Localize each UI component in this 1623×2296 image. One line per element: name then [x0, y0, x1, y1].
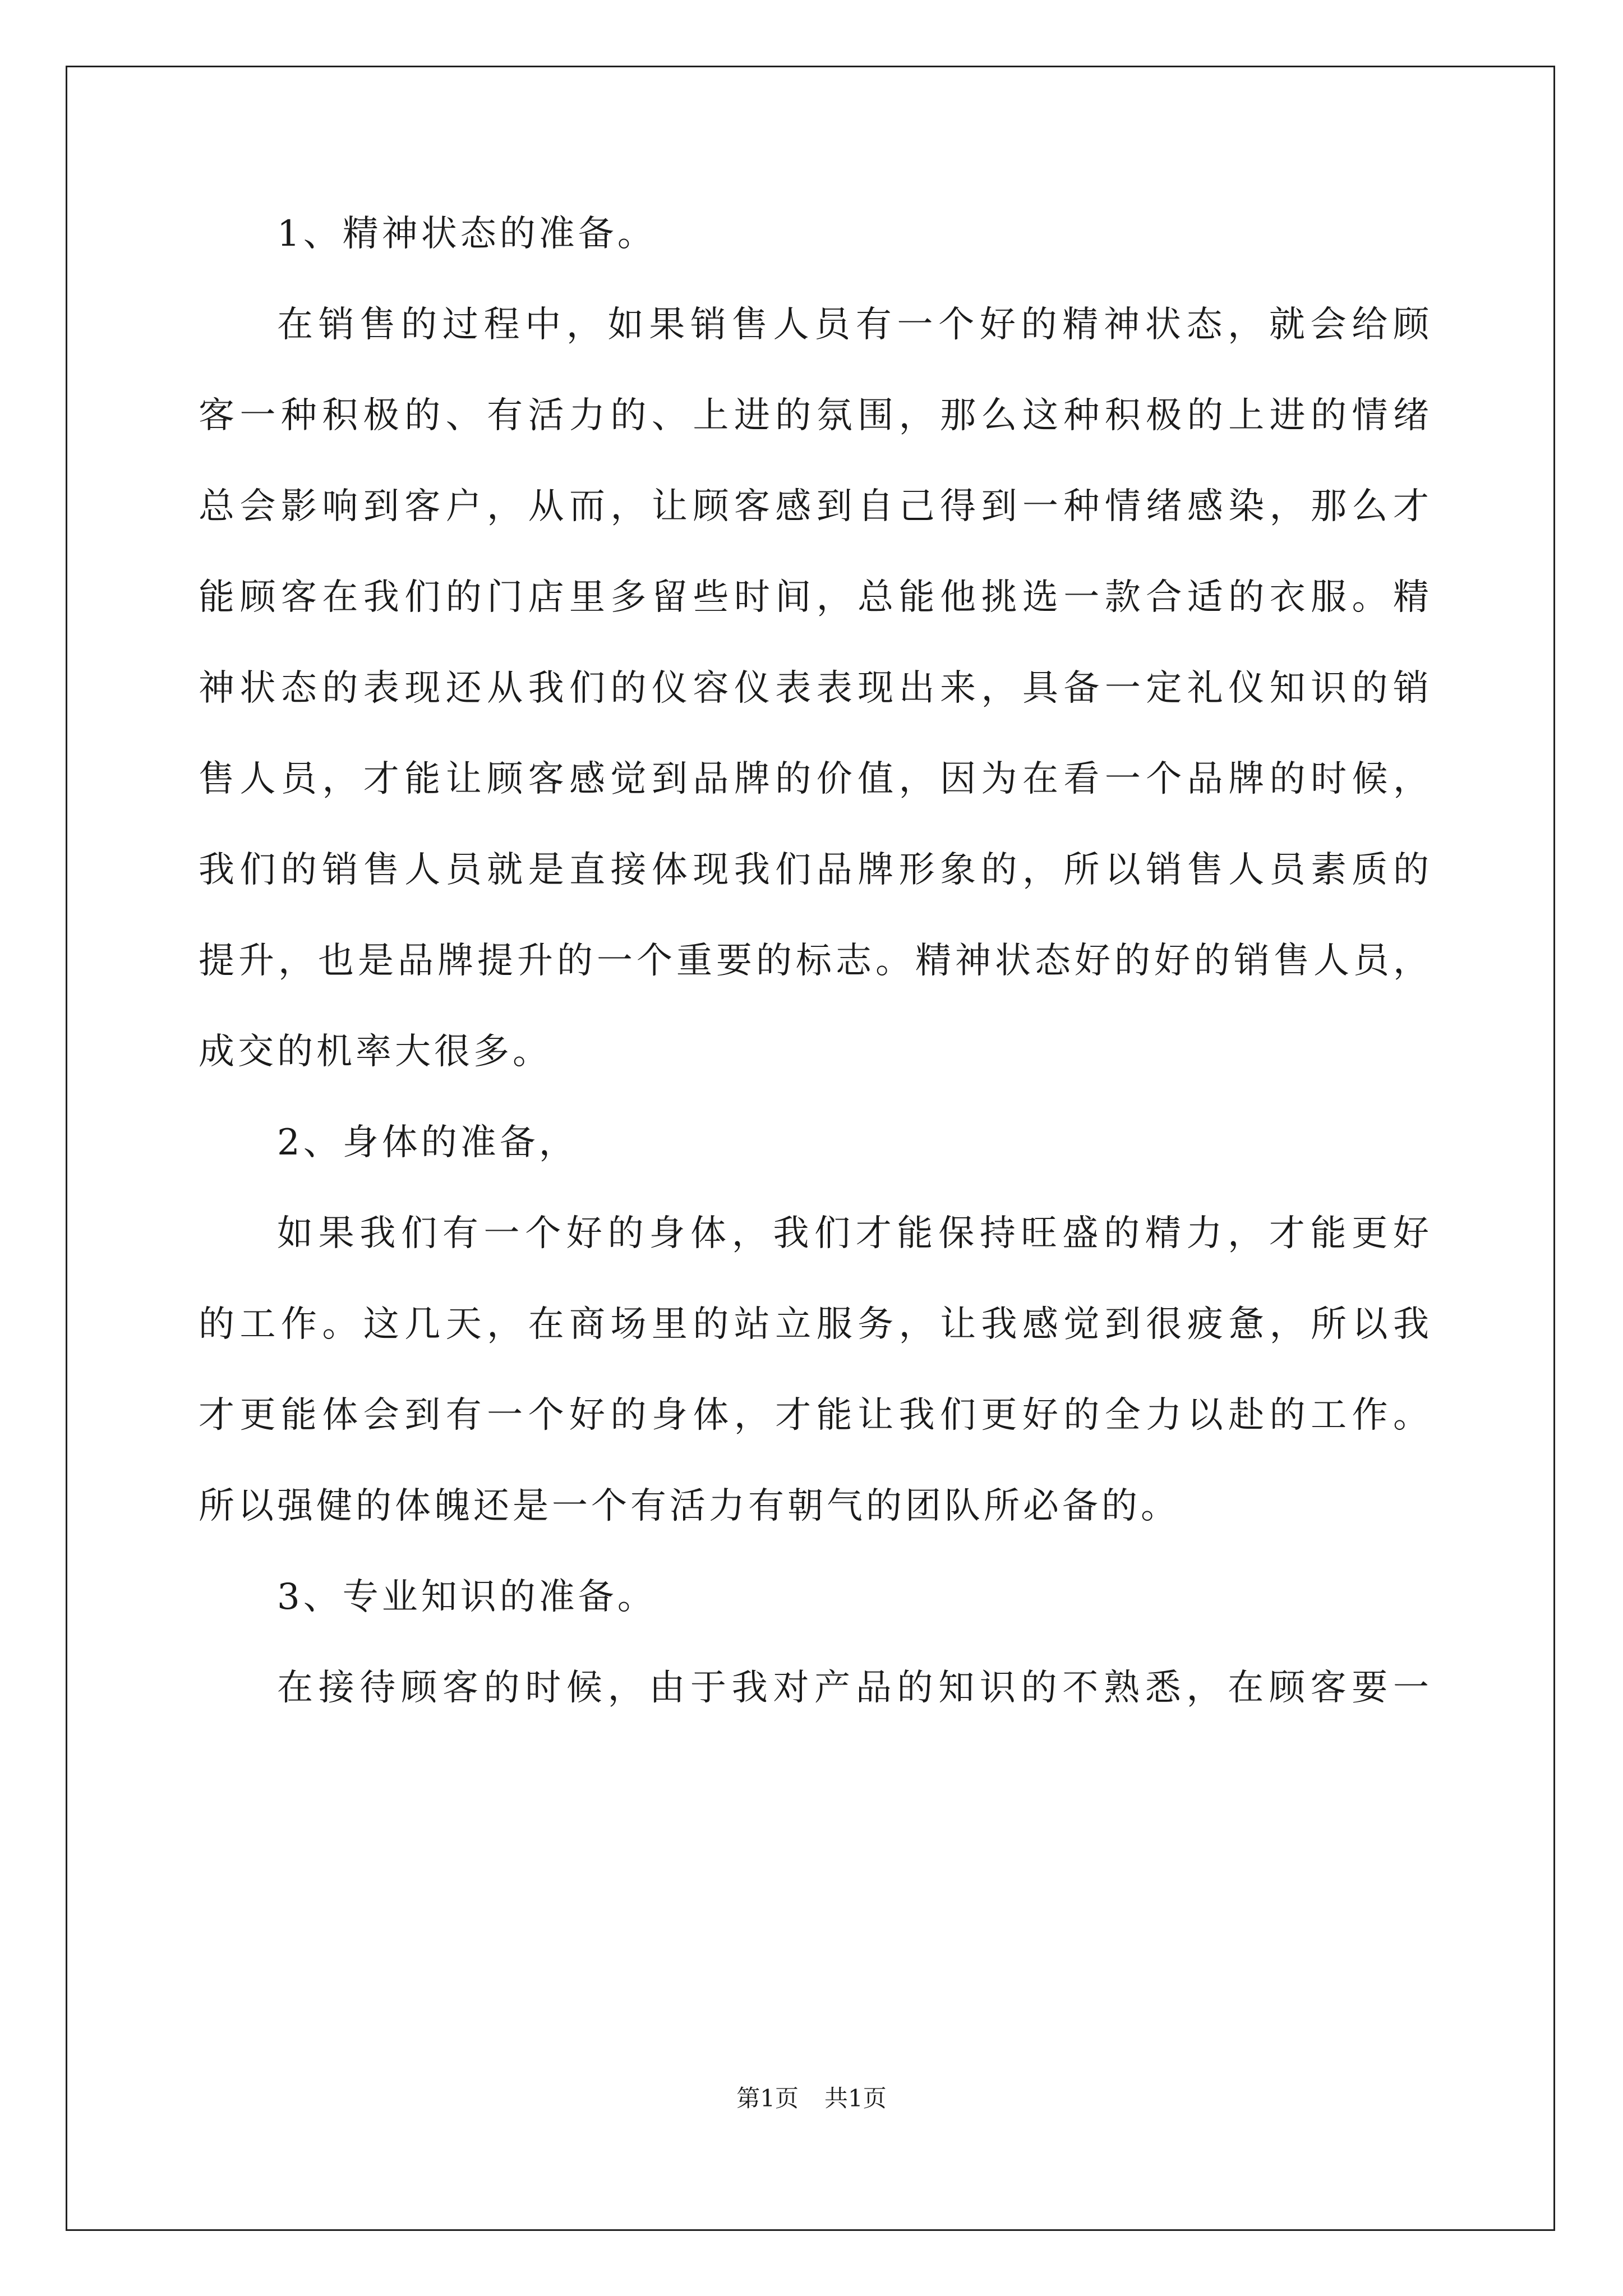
- text-line: 总会影响到客户，从而，让顾客感到自己得到一种情绪感染，那么才: [199, 486, 1432, 527]
- text-line: 在接待顾客的时候，由于我对产品的知识的不熟悉，在顾客要一: [277, 1667, 1432, 1709]
- text-line: 1、精神状态的准备。: [277, 213, 657, 255]
- text-line: 我们的销售人员就是直接体现我们品牌形象的，所以销售人员素质的: [199, 849, 1432, 891]
- text-line: 2、身体的准备，: [277, 1122, 578, 1163]
- page-number-current: 第1页: [736, 2085, 799, 2112]
- text-line: 成交的机率大很多。: [199, 1031, 552, 1073]
- page-footer: [0, 2087, 1623, 2110]
- text-line: 客一种积极的、有活力的、上进的氛围，那么这种积极的上进的情绪: [199, 395, 1432, 436]
- text-line: 售人员，才能让顾客感觉到品牌的价值，因为在看一个品牌的时候，: [199, 758, 1432, 800]
- document-body: [199, 213, 1432, 1761]
- text-line: 神状态的表现还从我们的仪容仪表表现出来，具备一定礼仪知识的销: [199, 668, 1432, 709]
- text-line: 才更能体会到有一个好的身体，才能让我们更好的全力以赴的工作。: [199, 1395, 1432, 1436]
- text-line: 3、专业知识的准备。: [277, 1576, 657, 1618]
- text-line: 的工作。这几天，在商场里的站立服务，让我感觉到很疲惫，所以我: [199, 1304, 1432, 1345]
- text-line: 提升，也是品牌提升的一个重要的标志。精神状态好的好的销售人员，: [199, 940, 1432, 982]
- text-line: 在销售的过程中，如果销售人员有一个好的精神状态，就会给顾: [277, 304, 1432, 346]
- page-number-total: 共1页: [824, 2085, 887, 2112]
- text-line: 如果我们有一个好的身体，我们才能保持旺盛的精力，才能更好: [277, 1213, 1432, 1254]
- text-line: 能顾客在我们的门店里多留些时间，总能他挑选一款合适的衣服。精: [199, 577, 1432, 618]
- text-line: 所以强健的体魄还是一个有活力有朝气的团队所必备的。: [199, 1485, 1180, 1527]
